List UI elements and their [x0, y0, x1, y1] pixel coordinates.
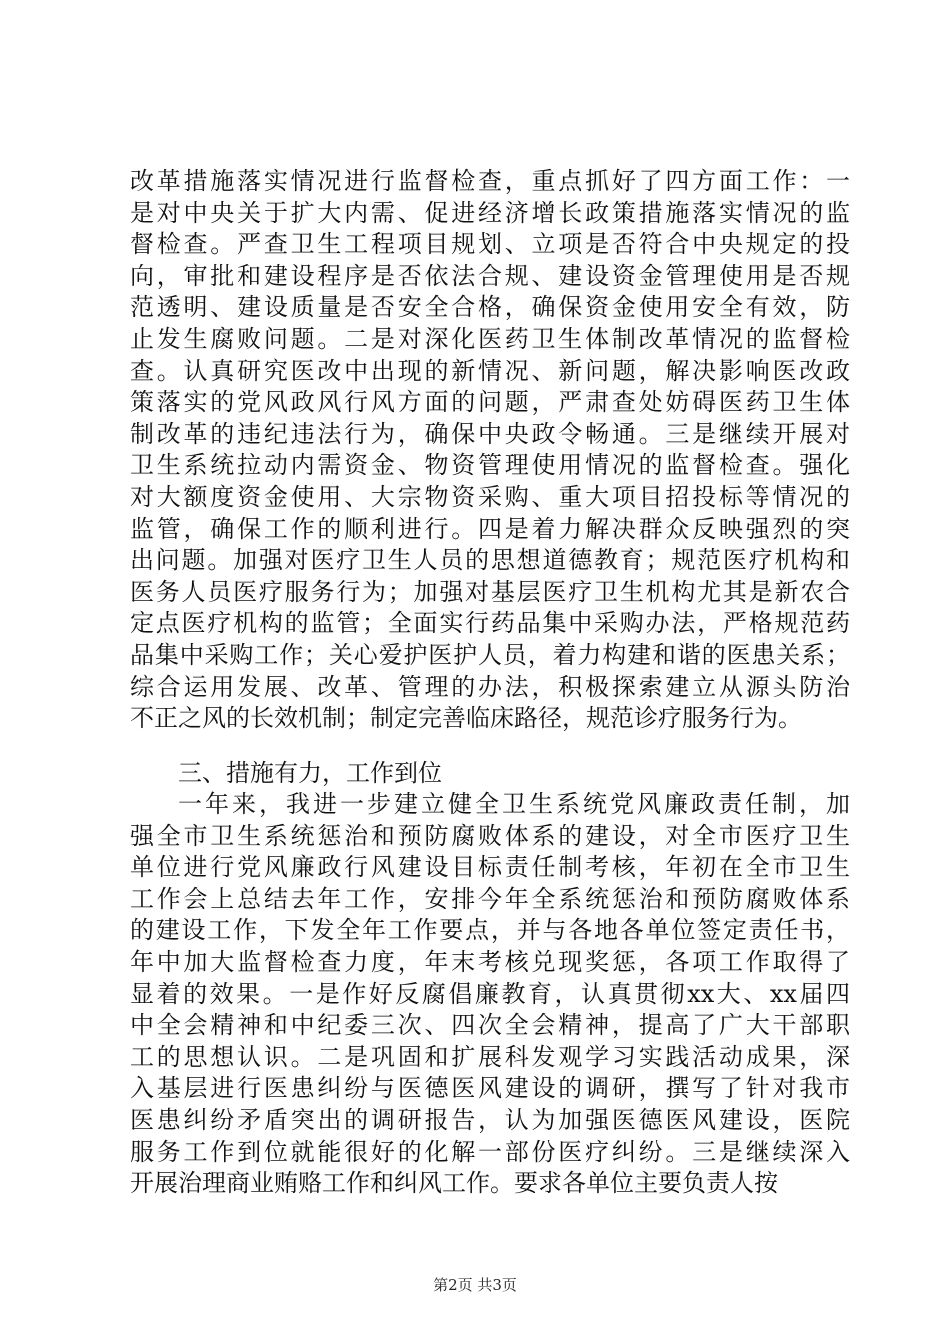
text-line: 查。认真研究医改中出现的新情况、新问题，解决影响医改政: [130, 356, 850, 385]
page-number-label: 第2页 共3页: [433, 1276, 517, 1294]
text-line: 制改革的违纪违法行为，确保中央政令畅通。三是继续开展对: [130, 419, 850, 448]
text-line: 单位进行党风廉政行风建设目标责任制考核，年初在全市卫生: [130, 853, 850, 882]
section-heading: [130, 758, 850, 790]
text-line: 卫生系统拉动内需资金、物资管理使用情况的监督检查。强化: [130, 451, 850, 480]
text-line: 监管，确保工作的顺利进行。四是着力解决群众反映强烈的突: [130, 514, 850, 543]
paragraph-section-3: [130, 789, 850, 1200]
text-line: 开展治理商业贿赂工作和纠风工作。要求各单位主要负责人按: [130, 1169, 778, 1198]
text-line: 止发生腐败问题。二是对深化医药卫生体制改革情况的监督检: [130, 324, 850, 353]
page-footer: [0, 1275, 950, 1295]
text-line: 的建设工作，下发全年工作要点，并与各地各单位签定责任书，: [130, 916, 850, 945]
text-line: 范透明、建设质量是否安全合格，确保资金使用安全有效，防: [130, 293, 850, 322]
paragraph-continued: [130, 166, 850, 735]
text-line: 医务人员医疗服务行为；加强对基层医疗卫生机构尤其是新农合: [130, 577, 850, 606]
text-line: 督检查。严查卫生工程项目规划、立项是否符合中央规定的投: [130, 230, 850, 259]
text-line: 强全市卫生系统惩治和预防腐败体系的建设，对全市医疗卫生: [130, 821, 850, 850]
text-line: 对大额度资金使用、大宗物资采购、重大项目招投标等情况的: [130, 482, 850, 511]
text-line: 定点医疗机构的监管；全面实行药品集中采购办法，严格规范药: [130, 609, 850, 638]
text-line: 医患纠纷矛盾突出的调研报告，认为加强医德医风建设，医院: [130, 1105, 850, 1134]
text-line: 服务工作到位就能很好的化解一部份医疗纠纷。三是继续深入: [130, 1137, 850, 1166]
text-line: 品集中采购工作；关心爱护医护人员，着力构建和谐的医患关系；: [130, 640, 850, 669]
text-line: 入基层进行医患纠纷与医德医风建设的调研，撰写了针对我市: [130, 1074, 850, 1103]
text-line: 显着的效果。一是作好反腐倡廉教育，认真贯彻xx大、xx届四: [130, 979, 850, 1008]
text-line: 不正之风的长效机制；制定完善临床路径，规范诊疗服务行为。: [130, 704, 802, 733]
text-line: 向，审批和建设程序是否依法合规、建设资金管理使用是否规: [130, 261, 850, 290]
section-3-heading: 三、措施有力，工作到位: [178, 759, 442, 787]
text-line: 中全会精神和中纪委三次、四次全会精神，提高了广大干部职: [130, 1011, 850, 1040]
text-line: 策落实的党风政风行风方面的问题，严肃查处妨碍医药卫生体: [130, 388, 850, 417]
text-line: 年中加大监督检查力度，年末考核兑现奖惩，各项工作取得了: [130, 947, 850, 976]
text-line: 工作会上总结去年工作，安排今年全系统惩治和预防腐败体系: [130, 884, 850, 913]
text-line: 是对中央关于扩大内需、促进经济增长政策措施落实情况的监: [130, 198, 850, 227]
text-line: 综合运用发展、改革、管理的办法，积极探索建立从源头防治: [130, 672, 850, 701]
text-line: 出问题。加强对医疗卫生人员的思想道德教育；规范医疗机构和: [130, 546, 850, 575]
text-line: 工的思想认识。二是巩固和扩展科发观学习实践活动成果，深: [130, 1042, 850, 1071]
text-line: 一年来，我进一步建立健全卫生系统党风廉政责任制，加: [178, 790, 850, 818]
text-line: 改革措施落实情况进行监督检查，重点抓好了四方面工作：一: [130, 167, 850, 195]
